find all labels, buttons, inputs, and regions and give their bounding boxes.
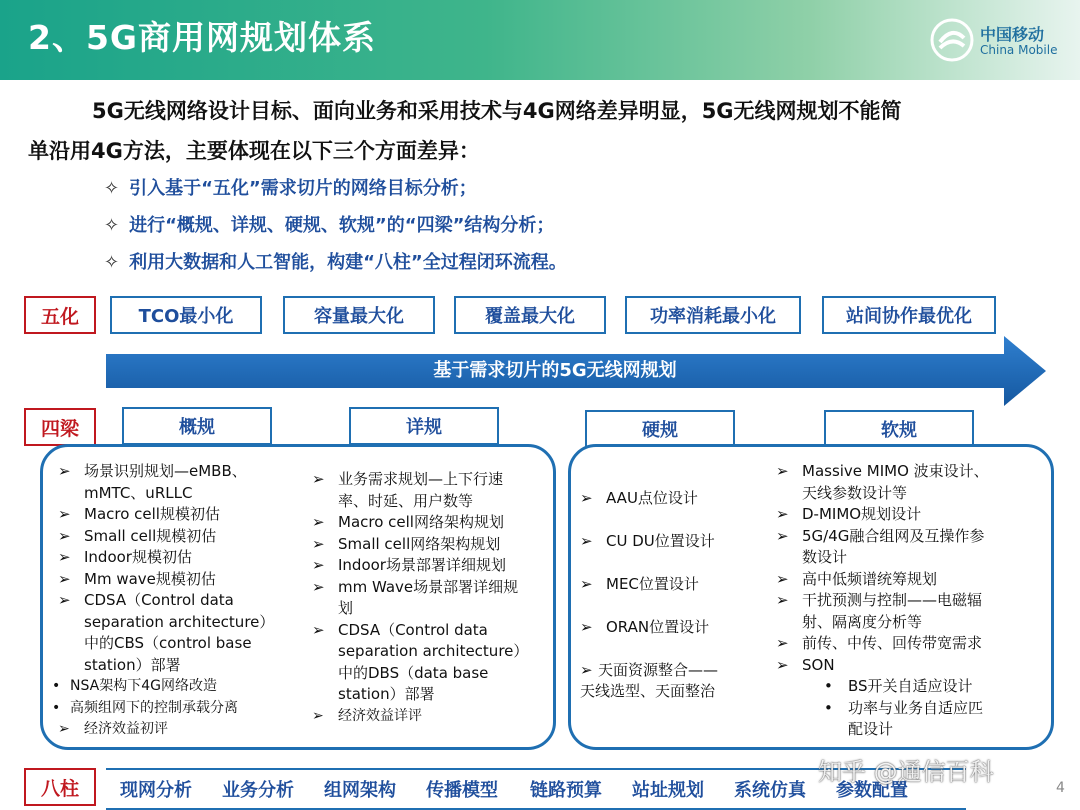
list-item: ➢ Small cell网络架构规划: [312, 534, 501, 553]
watermark: 知乎 @通信百科: [818, 758, 994, 786]
list-item: 天线选型、天面整治: [580, 682, 716, 700]
list-item: ➢ MEC位置设计: [580, 575, 699, 593]
yinggui-list: [580, 488, 770, 702]
diamond-bullet-icon: ✧: [104, 178, 120, 199]
bazhu-item: 链路预算: [530, 780, 602, 801]
list-item: ➢ 前传、中传、回传带宽需求: [776, 634, 983, 652]
list-item: 数设计: [802, 548, 848, 566]
list-item: ➢ 干扰预测与控制——电磁辐: [776, 591, 983, 609]
logo-text-en: China Mobile: [980, 43, 1058, 57]
list-item: 中的CBS（control base: [84, 634, 252, 652]
intro-line-2: 单沿用4G方法，主要体现在以下三个方面差异：: [28, 139, 480, 163]
diamond-bullet-icon: ✧: [104, 215, 120, 236]
wuhua-item-cooperation: 站间协作最优化: [822, 296, 996, 334]
list-item: ➢ Macro cell网络架构规划: [312, 513, 504, 531]
list-item: ➢ CDSA（Control data: [58, 591, 234, 609]
xianggui-list: [312, 469, 548, 727]
list-item: ➢ Indoor规模初估: [58, 548, 192, 566]
list-item: ➢ Macro cell规模初估: [58, 505, 220, 523]
list-item: ➢ 5G/4G融合组网及互操作参: [776, 526, 985, 545]
intro-bullet-2: ✧ 进行“概规、详规、硬规、软规”的“四梁”结构分析；: [104, 215, 555, 236]
bazhu-item: 业务分析: [222, 780, 294, 801]
list-item: • NSA架构下4G网络改造: [52, 678, 217, 694]
gaigui-list: [52, 461, 298, 741]
china-mobile-logo: [930, 18, 1070, 66]
list-item: 配设计: [848, 720, 894, 738]
list-item: ➢ Indoor场景部署详细规划: [312, 556, 506, 574]
list-item: separation architecture）: [84, 612, 275, 631]
siliang-item-gaigui: 概规: [122, 407, 272, 445]
list-item: mMTC、uRLLC: [84, 483, 193, 502]
ruangui-list: [776, 461, 1044, 741]
list-item: • 功率与业务自适应匹: [824, 698, 984, 717]
arrow-label: 基于需求切片的5G无线网规划: [433, 360, 677, 381]
list-item: ➢ 场景识别规划—eMBB、: [58, 462, 247, 480]
wuhua-item-power: 功率消耗最小化: [625, 296, 801, 334]
list-item: ➢ 高中低频谱统筹规划: [776, 569, 938, 588]
list-item: ➢ 天面资源整合——: [580, 661, 719, 679]
list-item: ➢ AAU点位设计: [580, 489, 698, 507]
wuhua-item-tco: TCO最小化: [110, 296, 262, 334]
siliang-label: 四梁: [24, 408, 96, 446]
list-item: • 高频组网下的控制承载分离: [52, 699, 238, 716]
china-mobile-logo-icon: [930, 18, 974, 62]
list-item: station）部署: [338, 685, 435, 703]
list-item: ➢ 业务需求规划—上下行速: [312, 470, 504, 488]
logo-text-cn: 中国移动: [980, 25, 1045, 44]
list-item: ➢ CU DU位置设计: [580, 532, 715, 550]
bazhu-item: 现网分析: [120, 780, 192, 801]
list-item: ➢ Small cell规模初估: [58, 526, 217, 545]
list-item: separation architecture）: [338, 642, 529, 660]
list-item: 天线参数设计等: [802, 483, 908, 502]
intro-bullet-3: ✧ 利用大数据和人工智能，构建“八柱”全过程闭环流程。: [104, 252, 567, 273]
list-item: ➢ 经济效益初评: [58, 721, 168, 737]
list-item: ➢ mm Wave场景部署详细规: [312, 577, 519, 596]
bazhu-item: 系统仿真: [734, 780, 806, 801]
page-number: 4: [1056, 780, 1065, 796]
list-item: ➢ D-MIMO规划设计: [776, 505, 922, 523]
siliang-item-xianggui: 详规: [349, 407, 499, 445]
list-item: ➢ Massive MIMO 波束设计、: [776, 462, 989, 480]
wuhua-item-capacity: 容量最大化: [283, 296, 435, 334]
diamond-bullet-icon: ✧: [104, 252, 120, 273]
siliang-item-yinggui: 硬规: [585, 410, 735, 448]
list-item: 中的DBS（data base: [338, 663, 489, 682]
list-item: ➢ SON: [776, 655, 835, 674]
bazhu-label: 八柱: [24, 768, 96, 806]
list-item: 射、隔离度分析等: [802, 612, 923, 631]
list-item: ➢ CDSA（Control data: [312, 620, 488, 639]
wuhua-item-coverage: 覆盖最大化: [454, 296, 606, 334]
bazhu-item: 站址规划: [632, 780, 704, 801]
list-item: ➢ ORAN位置设计: [580, 618, 710, 636]
list-item: ➢ Mm wave规模初估: [58, 569, 216, 588]
bazhu-item: 参数配置: [836, 780, 908, 801]
bazhu-item: 传播模型: [426, 780, 498, 801]
page-title: 2、5G商用网规划体系: [28, 18, 377, 57]
list-item: 率、时延、用户数等: [338, 491, 474, 510]
wuhua-label: 五化: [24, 296, 96, 334]
list-item: 划: [338, 599, 354, 617]
bazhu-item: 组网架构: [324, 780, 396, 801]
siliang-item-ruangui: 软规: [824, 410, 974, 448]
list-item: station）部署: [84, 655, 181, 674]
list-item: • BS开关自适应设计: [824, 677, 973, 695]
list-item: ➢ 经济效益详评: [312, 707, 422, 724]
intro-line-1: 5G无线网络设计目标、面向业务和采用技术与4G网络差异明显，5G无线网规划不能简: [92, 99, 902, 123]
intro-bullet-1: ✧ 引入基于“五化”需求切片的网络目标分析；: [104, 178, 477, 199]
